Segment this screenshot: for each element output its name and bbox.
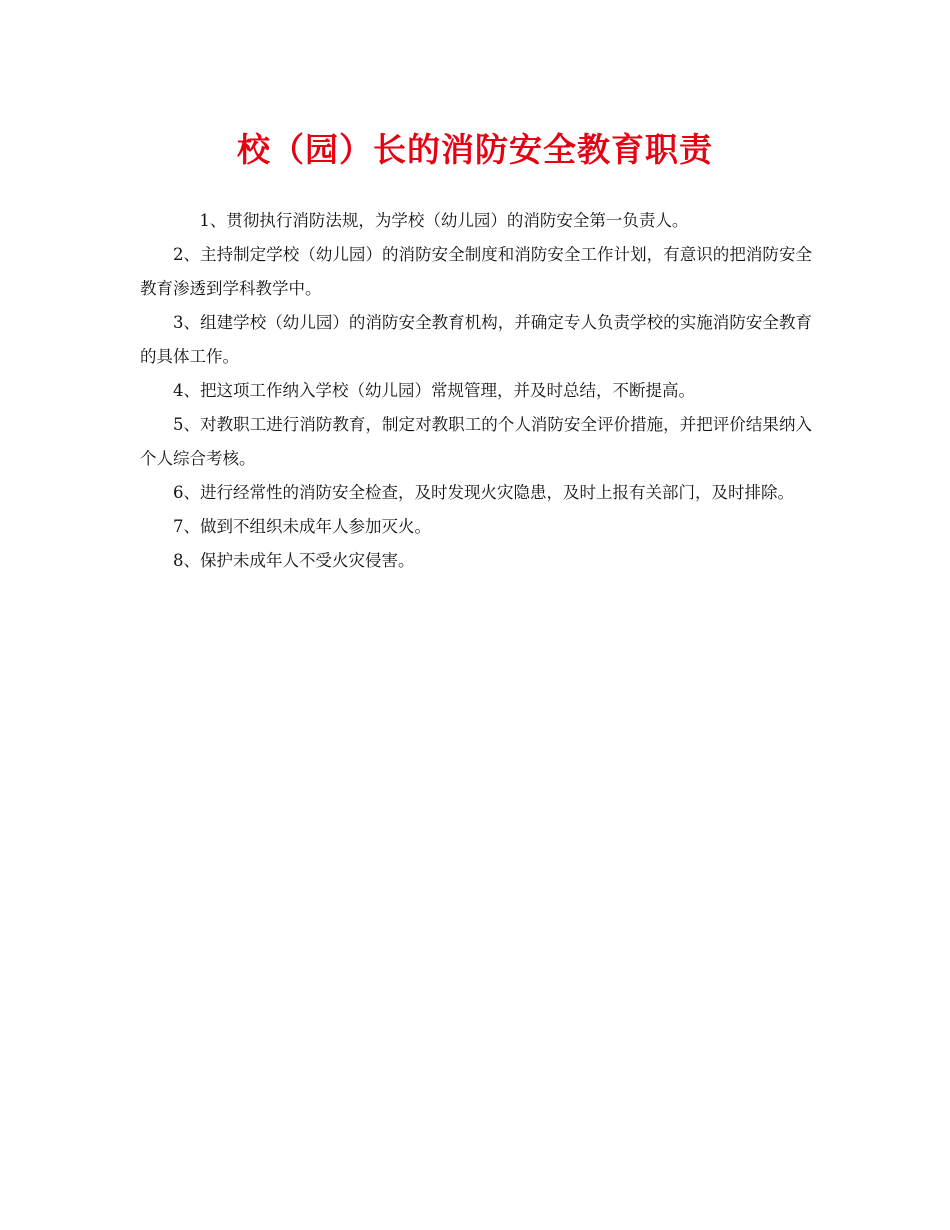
paragraph-5: 5、对教职工进行消防教育，制定对教职工的个人消防安全评价措施，并把评价结果纳入个人综合考核。 [140,415,812,468]
paragraph-1: 1、贯彻执行消防法规，为学校（幼儿园）的消防安全第一负责人。 [199,211,689,230]
paragraph-8: 8、保护未成年人不受火灾侵害。 [173,551,415,570]
paragraph-4: 4、把这项工作纳入学校（幼儿园）常规管理，并及时总结，不断提高。 [173,381,695,400]
document-body [140,204,812,578]
paragraph-6: 6、进行经常性的消防安全检查，及时发现火灾隐患，及时上报有关部门，及时排除。 [173,483,794,502]
paragraph-2: 2、主持制定学校（幼儿园）的消防安全制度和消防安全工作计划，有意识的把消防安全教育渗透到学科教学中。 [140,245,812,298]
paragraph-3: 3、组建学校（幼儿园）的消防安全教育机构，并确定专人负责学校的实施消防安全教育的具体工作。 [140,313,812,366]
document-title: 校（园）长的消防安全教育职责 [237,130,713,169]
paragraph-7: 7、做到不组织未成年人参加灭火。 [173,517,431,536]
